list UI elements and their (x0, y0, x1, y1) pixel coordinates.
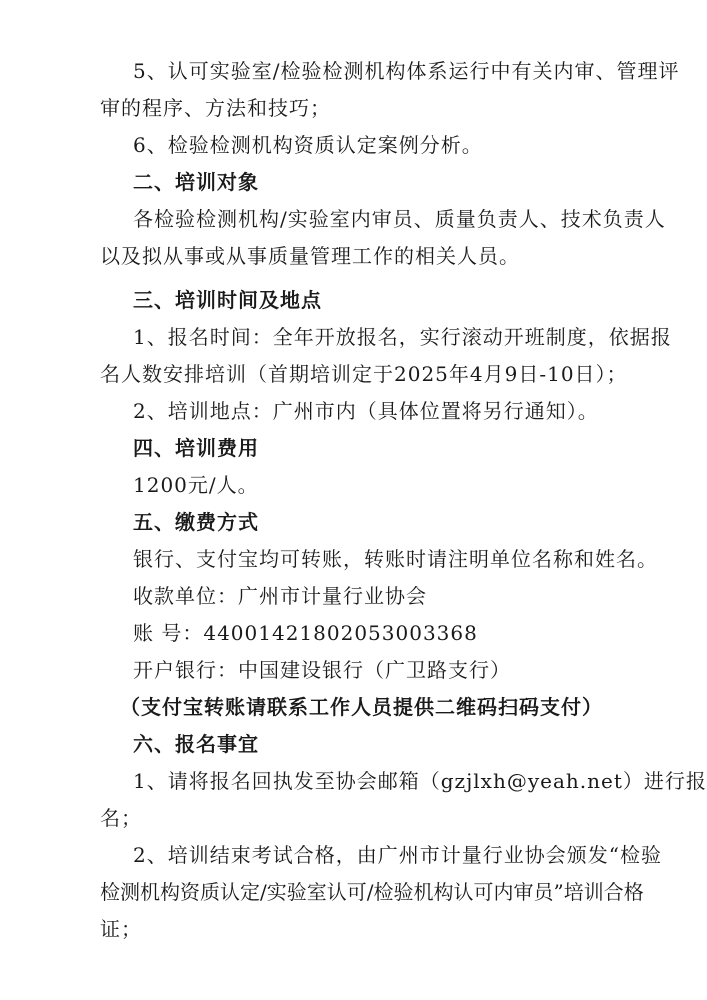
text-line-12: 1200元/人。 (133, 473, 259, 497)
payee-line: 收款单位：广州市计量行业协会 (133, 584, 427, 608)
text-line-14: 银行、支付宝均可转账，转账时请注明单位名称和姓名。 (133, 547, 658, 571)
section-heading-3: 三、培训时间及地点 (133, 288, 322, 312)
text-line-2: 审的程序、方法和技巧； (100, 96, 331, 120)
text-line-10: 2、培训地点：广州市内（具体位置将另行通知）。 (133, 399, 599, 423)
text-line-8: 1、报名时间：全年开放报名，实行滚动开班制度，依据报 (133, 325, 672, 349)
text-line-20: 1、请将报名回执发至协会邮箱（gzjlxh@yeah.net）进行报 (133, 769, 707, 793)
text-line-23: 检测机构资质认定/实验室认可/检验机构认可内审员”培训合格 (100, 880, 644, 904)
text-line-1: 5、认可实验室/检验检测机构体系运行中有关内审、管理评 (133, 59, 680, 83)
section-heading-4: 四、培训费用 (133, 436, 259, 460)
text-line-5: 各检验检测机构/实验室内审员、质量负责人、技术负责人 (133, 207, 666, 231)
text-line-9: 名人数安排培训（首期培训定于2025年4月9日-10日）； (100, 362, 628, 386)
section-heading-2: 二、培训对象 (133, 170, 259, 194)
text-line-3: 6、检验检测机构资质认定案例分析。 (133, 133, 483, 157)
section-heading-6: 六、报名事宜 (133, 732, 259, 756)
section-heading-5: 五、缴费方式 (133, 510, 259, 534)
alipay-note: （支付宝转账请联系工作人员提供二维码扫码支付） (120, 695, 603, 719)
account-line: 账 号：44001421802053003368 (133, 621, 478, 645)
text-line-24: 证； (100, 917, 142, 941)
text-line-21: 名； (100, 806, 142, 830)
text-line-6: 以及拟从事或从事质量管理工作的相关人员。 (100, 244, 520, 268)
bank-line: 开户银行：中国建设银行（广卫路支行） (133, 658, 511, 682)
text-line-22: 2、培训结束考试合格，由广州市计量行业协会颁发“检验 (133, 843, 662, 867)
